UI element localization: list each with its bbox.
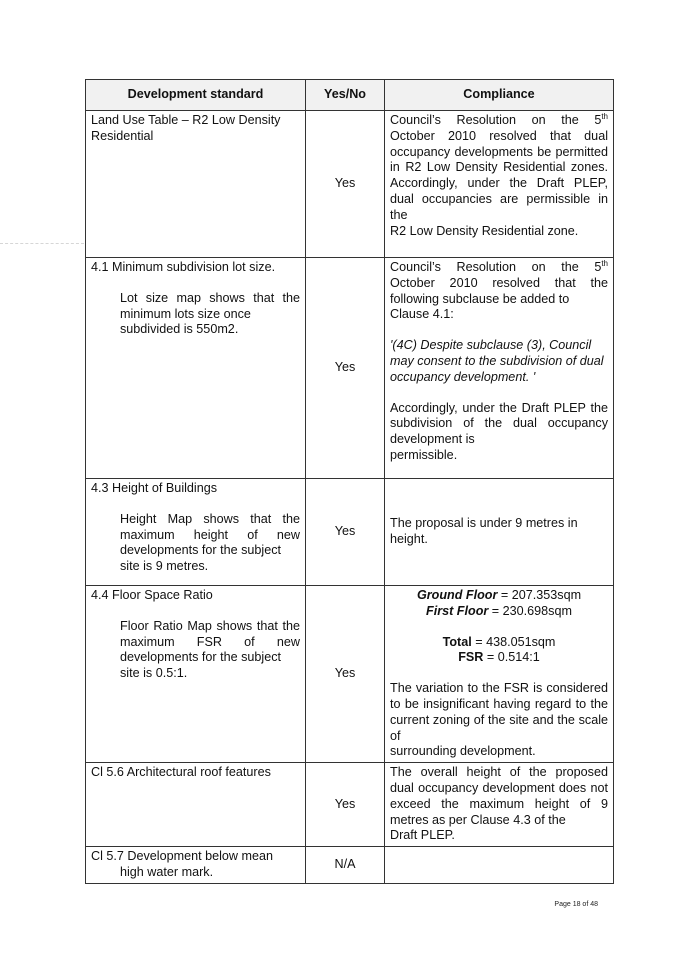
compliance-cell bbox=[385, 258, 614, 479]
table-row bbox=[86, 111, 614, 258]
standard-text-cont: high water mark. bbox=[120, 864, 214, 879]
compliance-text: The proposal is under 9 metres in bbox=[390, 516, 578, 531]
standard-cell bbox=[86, 763, 306, 847]
development-standards-table bbox=[85, 79, 614, 884]
standard-title: 4.3 Height of Buildings bbox=[91, 481, 218, 495]
compliance-cell bbox=[385, 847, 614, 884]
compliance-conclusion: Accordingly, under the Draft PLEP the subdivision of the dual occupancy development is bbox=[390, 400, 608, 447]
standard-cell bbox=[86, 479, 306, 586]
standard-cell bbox=[86, 111, 306, 258]
table-row bbox=[86, 763, 614, 847]
compliance-cell bbox=[385, 479, 614, 586]
compliance-cell bbox=[385, 111, 614, 258]
answer-cell: Yes bbox=[306, 479, 385, 586]
header-development-standard: Development standard bbox=[86, 80, 306, 111]
answer-cell: Yes bbox=[306, 763, 385, 847]
compliance-cell bbox=[385, 763, 614, 847]
standard-cell bbox=[86, 847, 306, 884]
standard-detail: Height Map shows that the maximum height of new developments for the subject site is 9 metres. bbox=[120, 511, 300, 574]
compliance-text: October 2010 resolved that dual occupancy developments be permitted in R2 Low Density Residential zones. Accordingly, under the Draft PLEP, dual occupancies are permissible in the bbox=[390, 128, 608, 222]
fsr-value: FSR = 0.514:1 bbox=[458, 650, 540, 665]
standard-title: 4.4 Floor Space Ratio bbox=[91, 588, 213, 602]
compliance-text-end: surrounding development. bbox=[390, 744, 536, 759]
page-number: Page 18 of 48 bbox=[554, 901, 598, 908]
table-row bbox=[86, 847, 614, 884]
standard-cell bbox=[86, 258, 306, 479]
compliance-text-end: Clause 4.1: bbox=[390, 307, 454, 322]
standard-title: 4.1 Minimum subdivision lot size. bbox=[91, 260, 276, 274]
table-row bbox=[86, 586, 614, 763]
table-row bbox=[86, 479, 614, 586]
answer-cell: N/A bbox=[306, 847, 385, 884]
standard-text: Cl 5.6 Architectural roof features bbox=[91, 765, 271, 780]
compliance-line: Council’s Resolution on the 5th bbox=[390, 111, 608, 127]
compliance-conclusion-end: permissible. bbox=[390, 447, 458, 462]
table-header-row bbox=[86, 80, 614, 111]
answer-cell: Yes bbox=[306, 258, 385, 479]
ground-floor-area: Ground Floor = 207.353sqm bbox=[416, 588, 582, 602]
standard-text: Land Use Table – R2 Low Density Residential bbox=[91, 113, 281, 143]
answer-cell: Yes bbox=[306, 111, 385, 258]
compliance-text-end: height. bbox=[390, 532, 428, 546]
standard-detail: Lot size map shows that the minimum lots size once subdivided is 550m2. bbox=[120, 290, 300, 337]
header-yes-no: Yes/No bbox=[306, 80, 385, 111]
total-area: Total = 438.051sqm bbox=[442, 634, 556, 649]
scan-margin-mark bbox=[0, 243, 84, 244]
compliance-line: Council’s Resolution on the 5th bbox=[390, 258, 608, 274]
compliance-text-end: R2 Low Density Residential zone. bbox=[390, 223, 579, 238]
quoted-subclause: '(4C) Despite subclause (3), Council may consent to the subdivision of dual occupancy development. ' bbox=[390, 338, 604, 384]
standard-cell bbox=[86, 586, 306, 763]
first-floor-area: First Floor = 230.698sqm bbox=[426, 603, 572, 618]
compliance-text-end: Draft PLEP. bbox=[390, 828, 455, 843]
compliance-text: The overall height of the proposed dual occupancy development does not exceed the maximum height of 9 metres as per Clause 4.3 of the bbox=[390, 765, 608, 827]
table-row bbox=[86, 258, 614, 479]
answer-cell: Yes bbox=[306, 586, 385, 763]
compliance-text: The variation to the FSR is considered to be insignificant having regard to the current zoning of the site and the scale of bbox=[390, 681, 608, 743]
compliance-cell bbox=[385, 586, 614, 763]
header-compliance: Compliance bbox=[385, 80, 614, 111]
compliance-text: October 2010 resolved that the following subclause be added to bbox=[390, 275, 608, 306]
standard-text: Cl 5.7 Development below mean bbox=[91, 849, 274, 864]
standard-detail: Floor Ratio Map shows that the maximum FSR of new developments for the subject site is 0.5:1. bbox=[120, 618, 300, 681]
